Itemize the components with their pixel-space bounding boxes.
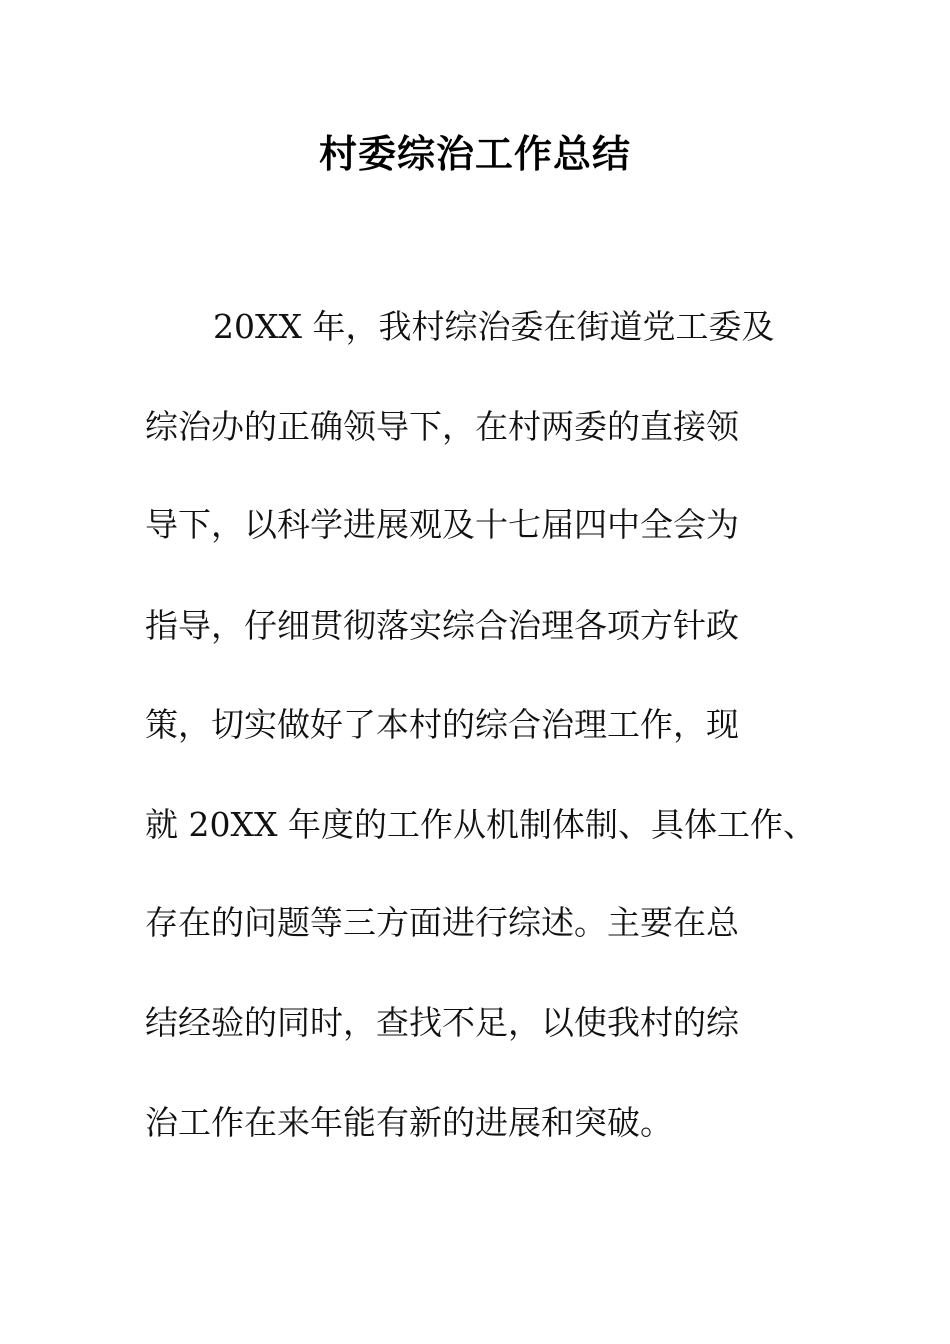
paragraph-line: 存在的问题等三方面进行综述。主要在总 <box>145 903 739 942</box>
paragraph-line: 治工作在来年能有新的进展和突破。 <box>145 1103 673 1142</box>
paragraph-line: 就 20XX 年度的工作从机制体制、具体工作、 <box>145 805 816 844</box>
paragraph-line: 综治办的正确领导下，在村两委的直接领 <box>145 407 739 446</box>
paragraph-line: 指导，仔细贯彻落实综合治理各项方针政 <box>145 606 739 645</box>
paragraph-line: 策，切实做好了本村的综合治理工作，现 <box>145 705 739 744</box>
paragraph-line: 结经验的同时，查找不足，以使我村的综 <box>145 1003 739 1042</box>
document-title: 村委综治工作总结 <box>318 132 631 176</box>
paragraph-line: 20XX 年，我村综治委在街道党工委及 <box>213 307 775 346</box>
paragraph-line: 导下，以科学进展观及十七届四中全会为 <box>145 505 739 544</box>
